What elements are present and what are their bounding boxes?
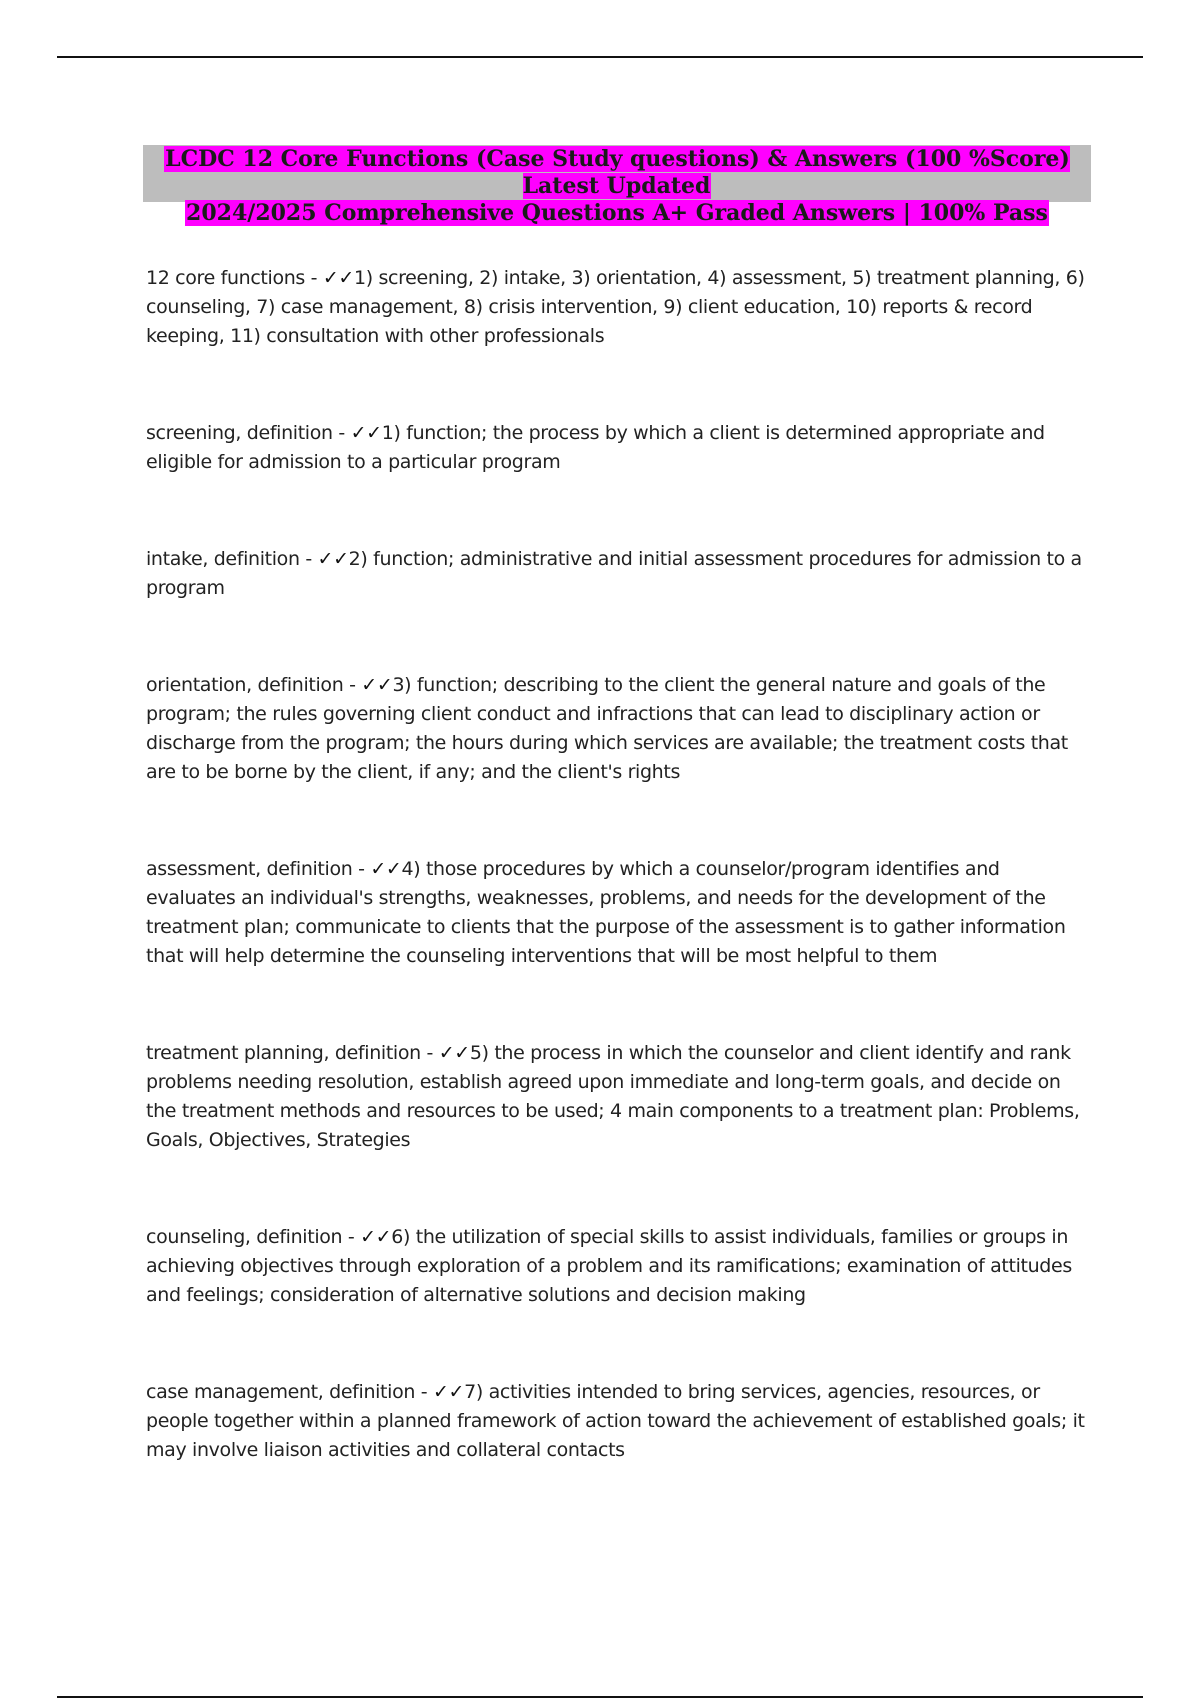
entry-answer: 1) screening, 2) intake, 3) orientation, 4) assessment, 5) treatment planning, 6) counseling, 7) case management, 8) crisis intervention, 9) client education, 10) reports & record keeping, 11) consultation with other professionals — [146, 267, 1085, 347]
check-icon: ✓✓ — [350, 422, 382, 444]
list-item — [146, 545, 1091, 603]
title-line-2: 2024/2025 Comprehensive Questions A+ Graded Answers | 100% Pass — [186, 200, 1048, 226]
list-item — [146, 1378, 1091, 1465]
entry-answer: 1) function; the process by which a client is determined appropriate and eligible for admission to a particular program — [146, 422, 1045, 473]
check-icon: ✓✓ — [370, 858, 402, 880]
check-icon: ✓✓ — [432, 1381, 465, 1403]
entry-answer: 4) those procedures by which a counselor/program identifies and evaluates an individual's strengths, weaknesses, problems, and needs for the development of the treatment plan; communicate to clients that the purpose of the assessment is to gather information that will help determine the counseling interventions that will be most helpful to them — [146, 858, 1066, 967]
entry-answer: 3) function; describing to the client the general nature and goals of the program; the rules governing client conduct and infractions that can lead to disciplinary action or discharge from the program; the hours during which services are available; the treatment costs that are to be borne by the client, if any; and the client's rights — [146, 674, 1068, 783]
entry-term: counseling, definition - — [146, 1226, 361, 1248]
list-item — [146, 419, 1091, 477]
bottom-rule — [57, 1696, 1143, 1698]
entry-term: orientation, definition - — [146, 674, 362, 696]
top-rule — [57, 56, 1143, 58]
list-item — [146, 671, 1091, 787]
check-icon: ✓✓ — [360, 1226, 392, 1248]
list-item — [146, 264, 1091, 351]
entry-term: screening, definition - — [146, 422, 351, 444]
check-icon: ✓✓ — [361, 674, 393, 696]
entry-answer: 7) activities intended to bring services, agencies, resources, or people together within a planned framework of action toward the achievement of established goals; it may involve liaison activities and collateral contacts — [146, 1381, 1085, 1461]
entry-term: case management, definition - — [146, 1381, 433, 1403]
title-line-1: LCDC 12 Core Functions (Case Study questions) & Answers (100 %Score) Latest Updated — [165, 146, 1070, 199]
entry-answer: 2) function; administrative and initial assessment procedures for admission to a program — [146, 548, 1082, 599]
check-icon: ✓✓ — [317, 548, 349, 570]
entry-term: 12 core functions - — [146, 267, 323, 289]
check-icon: ✓✓ — [322, 267, 354, 289]
entry-answer: 6) the utilization of special skills to assist individuals, families or groups in achieving objectives through exploration of a problem and its ramifications; examination of attitudes and feelings; consideration of alternative solutions and decision making — [146, 1226, 1072, 1306]
check-icon: ✓✓ — [438, 1042, 470, 1064]
document-title — [143, 146, 1091, 227]
entry-answer: 5) the process in which the counselor and client identify and rank problems needing resolution, establish agreed upon immediate and long-term goals, and decide on the treatment methods and resources to be used; 4 main components to a treatment plan: Problems, Goals, Objectives, Strategies — [146, 1042, 1080, 1151]
entry-term: assessment, definition - — [146, 858, 371, 880]
list-item — [146, 1039, 1091, 1155]
entry-term: intake, definition - — [146, 548, 318, 570]
list-item — [146, 855, 1091, 971]
flashcard-list — [146, 264, 1091, 1533]
list-item — [146, 1223, 1091, 1310]
entry-term: treatment planning, definition - — [146, 1042, 439, 1064]
